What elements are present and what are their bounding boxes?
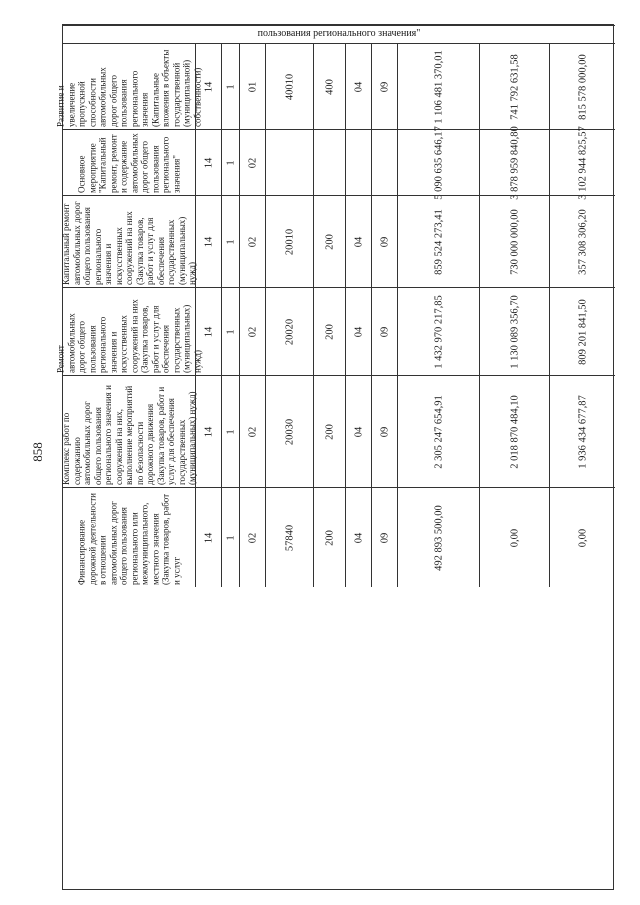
target-cell	[313, 375, 345, 487]
sum3-text: 0,00	[577, 528, 588, 547]
table-row	[63, 487, 613, 587]
section-cell	[221, 43, 239, 129]
target-cell	[313, 43, 345, 129]
sum3-cell	[549, 43, 615, 129]
sum2-cell	[479, 375, 549, 487]
expense_type-text: 04	[353, 236, 364, 247]
section2-text: 09	[379, 236, 390, 247]
name-cell	[63, 25, 615, 43]
subsection-cell	[239, 129, 265, 195]
program-cell	[265, 487, 313, 587]
sum3-cell	[549, 487, 615, 587]
chapter-cell	[195, 129, 221, 195]
expense_type-text: 04	[353, 426, 364, 437]
program-cell	[265, 129, 313, 195]
chapter-cell	[195, 287, 221, 375]
table-row	[60, 195, 613, 287]
name-text: Развитие и увеличение пропускной способности автомобильных дорог общего пользования регионального значения (Капитальные вложения в объекты государственной (муниципальной) собственности)	[55, 49, 202, 127]
sum1-cell	[397, 287, 479, 375]
sum3-text: 809 201 841,50	[577, 298, 588, 365]
chapter-text: 14	[203, 326, 214, 337]
table-row	[55, 43, 613, 129]
subsection-text: 02	[247, 157, 258, 168]
sum2-text: 730 000 000,00	[509, 208, 520, 275]
target-text: 400	[324, 78, 335, 95]
chapter-cell	[195, 375, 221, 487]
section2-text: 09	[379, 426, 390, 437]
chapter-text: 14	[203, 532, 214, 543]
target-text: 200	[324, 233, 335, 250]
table-row	[63, 125, 613, 200]
target-text: 200	[324, 423, 335, 440]
expense_type-cell	[345, 487, 371, 587]
subsection-text: 01	[247, 81, 258, 92]
sum1-text: 2 305 247 654,91	[433, 394, 444, 469]
sum2-cell	[479, 43, 549, 129]
sum1-cell	[397, 195, 479, 287]
section2-cell	[371, 487, 397, 587]
subsection-text: 02	[247, 426, 258, 437]
target-cell	[313, 487, 345, 587]
chapter-text: 14	[203, 81, 214, 92]
program-cell	[265, 287, 313, 375]
name-text: пользования регионального значения"	[257, 28, 421, 39]
name-cell	[60, 375, 197, 487]
chapter-cell	[195, 487, 221, 587]
target-text: 200	[324, 529, 335, 546]
sum2-text: 3 878 959 840,80	[509, 125, 520, 200]
program-text: 20030	[284, 418, 295, 445]
sum3-cell	[549, 375, 615, 487]
section2-cell	[371, 129, 397, 195]
program-text: 20010	[284, 228, 295, 255]
section-cell	[221, 287, 239, 375]
header-strip	[63, 25, 615, 26]
name-text: Финансирование дорожной деятельности в отношении автомобильных дорог общего пользования регионального или межмуниципального, местного значения (Закупка товаров, работ и услуг	[76, 492, 181, 585]
section-cell	[221, 129, 239, 195]
chapter-cell	[195, 195, 221, 287]
name-cell	[60, 195, 197, 287]
subsection-cell	[239, 195, 265, 287]
sum1-text: 1 432 970 217,85	[433, 294, 444, 369]
target-cell	[313, 287, 345, 375]
sum3-text: 357 308 306,20	[577, 208, 588, 275]
subsection-text: 02	[247, 326, 258, 337]
program-text: 20020	[284, 318, 295, 345]
sum2-cell	[479, 195, 549, 287]
name-cell	[55, 43, 202, 129]
expense_type-cell	[345, 43, 371, 129]
chapter-cell	[195, 43, 221, 129]
name-cell	[63, 487, 195, 587]
section-cell	[221, 375, 239, 487]
sum1-cell	[397, 125, 479, 200]
chapter-text: 14	[203, 157, 214, 168]
expense_type-text: 04	[353, 81, 364, 92]
section2-cell	[371, 287, 397, 375]
sum3-cell	[549, 125, 615, 200]
section2-cell	[371, 43, 397, 129]
table-row	[63, 25, 613, 43]
expense_type-cell	[345, 287, 371, 375]
sum1-text: 859 524 273,41	[433, 208, 444, 275]
section2-text: 09	[379, 81, 390, 92]
section-text: 1	[225, 328, 236, 335]
section-text: 1	[225, 428, 236, 435]
chapter-text: 14	[203, 236, 214, 247]
target-text: 200	[324, 323, 335, 340]
expense_type-cell	[345, 129, 371, 195]
name-text: Ремонт автомобильных дорог общего пользования регионального значения и искусственных сооружений на них (Закупка товаров, работ и услуг для обеспечения государственных (муниципальных) нужд)	[55, 298, 202, 373]
chapter-text: 14	[203, 426, 214, 437]
sum1-text: 5 090 635 646,17	[433, 125, 444, 200]
section-cell	[221, 195, 239, 287]
section-text: 1	[225, 83, 236, 90]
section2-text: 09	[379, 326, 390, 337]
expense_type-text: 04	[353, 532, 364, 543]
sum3-text: 815 578 000,00	[577, 53, 588, 120]
sum3-cell	[549, 287, 615, 375]
name-text: Основное мероприятие "Капитальный ремонт, ремонт и содержание автомобильных дорог общего пользования регионального значения"	[76, 132, 181, 193]
subsection-cell	[239, 43, 265, 129]
subsection-cell	[239, 487, 265, 587]
section2-cell	[371, 375, 397, 487]
program-cell	[265, 375, 313, 487]
name-text: Капитальный ремонт автомобильных дорог общего пользования регионального значения и искусственных сооружений на них (Закупка товаров, работ и услуг для обеспечения государственных (муниципальных) нужд)	[60, 200, 197, 285]
expense_type-cell	[345, 195, 371, 287]
sum1-cell	[397, 43, 479, 129]
sum2-cell	[479, 287, 549, 375]
target-cell	[313, 129, 345, 195]
sum2-text: 0,00	[509, 528, 520, 547]
sum1-cell	[397, 487, 479, 587]
sum2-text: 741 792 631,58	[509, 53, 520, 120]
table-row	[60, 375, 613, 487]
subsection-cell	[239, 375, 265, 487]
section-text: 1	[225, 534, 236, 541]
program-text: 57840	[284, 524, 295, 551]
table-row	[55, 287, 613, 375]
section2-text: 09	[379, 532, 390, 543]
subsection-cell	[239, 287, 265, 375]
sum3-cell	[549, 195, 615, 287]
program-cell	[265, 195, 313, 287]
section-cell	[221, 487, 239, 587]
expense_type-cell	[345, 375, 371, 487]
program-text: 40010	[284, 73, 295, 100]
page-number: 858	[30, 442, 45, 462]
name-cell	[63, 129, 195, 195]
subsection-text: 02	[247, 236, 258, 247]
program-cell	[265, 43, 313, 129]
section2-cell	[371, 195, 397, 287]
sum3-text: 1 936 434 677,87	[577, 394, 588, 469]
sum2-cell	[479, 487, 549, 587]
section-text: 1	[225, 238, 236, 245]
sum1-cell	[397, 375, 479, 487]
expense_type-text: 04	[353, 326, 364, 337]
subsection-text: 02	[247, 532, 258, 543]
sum2-text: 1 130 089 356,70	[509, 294, 520, 369]
sum1-text: 1 106 481 370,01	[433, 49, 444, 124]
budget-table	[55, 24, 614, 890]
sum3-text: 3 102 944 825,57	[577, 125, 588, 200]
sum2-text: 2 018 870 484,10	[509, 394, 520, 469]
name-text: Комплекс работ по содержанию автомобильных дорог общего пользования регионального значения и сооружений на них, выполнение мероприятий по безопасности дорожного движения (Закупка товаров, работ и услуг для обеспечения государственных (муниципальных) нужд)	[60, 384, 197, 485]
target-cell	[313, 195, 345, 287]
sum2-cell	[479, 125, 549, 200]
name-cell	[55, 287, 202, 375]
sum1-text: 492 893 500,00	[433, 504, 444, 571]
section-text: 1	[225, 159, 236, 166]
